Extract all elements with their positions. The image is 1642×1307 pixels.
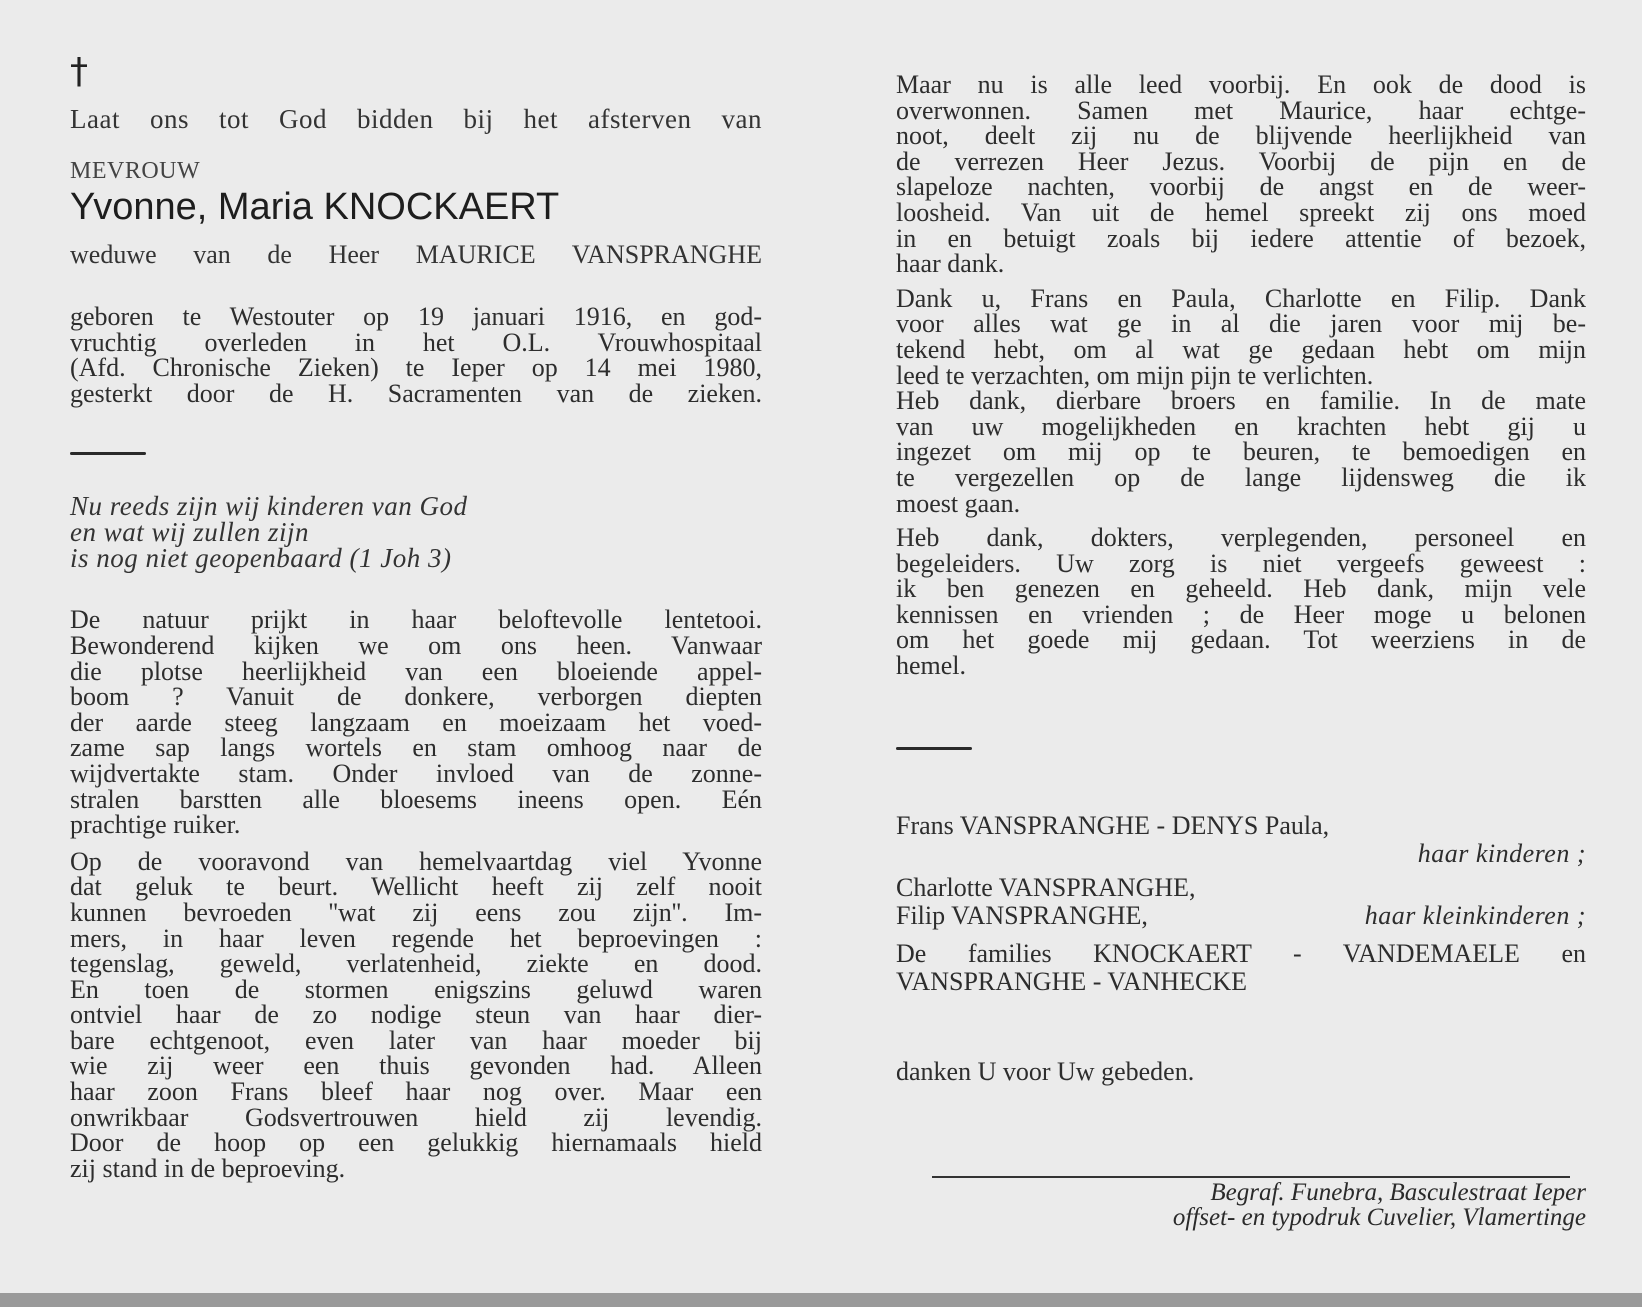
quote-line: en wat wij zullen zijn bbox=[70, 517, 310, 548]
right-paragraph-3 bbox=[896, 525, 1586, 679]
text-line: stralen barstten alle bloesems ineens open. Eén bbox=[70, 784, 762, 814]
grandchild-name: Charlotte VANSPRANGHE, bbox=[896, 872, 1196, 902]
text-line: leed te verzachten, om mijn pijn te verlichten. bbox=[896, 360, 1374, 390]
right-column bbox=[896, 72, 1586, 1086]
text-line: gesterkt door de H. Sacramenten van de zieken. bbox=[70, 378, 762, 408]
cross-icon: † bbox=[70, 51, 88, 92]
text-line: begeleiders. Uw zorg is niet vergeefs geweest : bbox=[896, 548, 1586, 578]
text-line: loosheid. Van uit de hemel spreekt zij ons moed bbox=[896, 197, 1586, 227]
text-line: in en betuigt zoals bij iedere attentie of bezoek, bbox=[896, 223, 1586, 253]
deceased-name: Yvonne, Maria KNOCKAERT bbox=[70, 186, 560, 228]
text-line: zame sap langs wortels en stam omhoog naar de bbox=[70, 733, 762, 763]
text-line: Heb dank, dokters, verplegenden, personeel en bbox=[896, 523, 1586, 553]
right-paragraph-1 bbox=[896, 72, 1586, 277]
divider-right bbox=[896, 747, 972, 750]
text-line: bare echtgenoot, even later van haar moeder bij bbox=[70, 1025, 762, 1055]
text-line: En toen de stormen enigszins geluwd waren bbox=[70, 974, 762, 1004]
printer-credit bbox=[932, 1180, 1586, 1230]
text-line: haar zoon Frans bleef haar nog over. Maar een bbox=[70, 1077, 762, 1107]
text-line: kennissen en vrienden ; de Heer moge u belonen bbox=[896, 599, 1586, 629]
text-line: prachtige ruiker. bbox=[70, 810, 241, 840]
thanks-line: danken U voor Uw gebeden. bbox=[896, 1056, 1195, 1086]
families-block bbox=[896, 940, 1586, 996]
text-line: der aarde steeg langzaam en moeizaam het voed- bbox=[70, 707, 762, 737]
grandchild-row bbox=[896, 902, 1586, 930]
text-line: Op de vooravond van hemelvaartdag viel Yvonne bbox=[70, 846, 762, 876]
quote-line: Nu reeds zijn wij kinderen van God bbox=[70, 491, 468, 522]
text-line: vruchtig overleden in het O.L. Vrouwhospitaal bbox=[70, 327, 762, 357]
text-line: tegenslag, geweld, verlatenheid, ziekte en dood. bbox=[70, 949, 762, 979]
text-line: Maar nu is alle leed voorbij. En ook de dood is bbox=[896, 70, 1586, 99]
text-line: voor alles wat ge in al die jaren voor mij be- bbox=[896, 309, 1586, 339]
text-line: wie zij weer een thuis gevonden had. Alleen bbox=[70, 1051, 762, 1081]
text-line: hemel. bbox=[896, 651, 967, 681]
printer-line: Begraf. Funebra, Basculestraat Ieper bbox=[1210, 1179, 1586, 1206]
right-paragraph-2 bbox=[896, 283, 1586, 518]
text-line: de verrezen Heer Jezus. Voorbij de pijn en de bbox=[896, 146, 1586, 176]
bible-quote bbox=[70, 491, 762, 574]
children-relation: haar kinderen ; bbox=[1417, 838, 1586, 868]
text-line: haar dank. bbox=[896, 249, 1005, 279]
families-line: VANSPRANGHE - VANHECKE bbox=[896, 966, 1248, 996]
text-line: slapeloze nachten, voorbij de angst en de weer- bbox=[896, 172, 1586, 202]
quote-line: is nog niet geopenbaard (1 Joh 3) bbox=[70, 543, 452, 574]
widow-of-line: weduwe van de Heer MAURICE VANSPRANGHE bbox=[70, 240, 762, 269]
printer-divider bbox=[932, 1176, 1570, 1178]
title-prefix: MEVROUW bbox=[70, 158, 201, 184]
scan-edge bbox=[0, 1293, 1642, 1307]
families-line: De families KNOCKAERT - VANDEMAELE en bbox=[896, 938, 1586, 968]
text-line: om het goede mij gedaan. Tot weerziens in de bbox=[896, 625, 1586, 655]
text-line: Heb dank, dierbare broers en familie. In de mate bbox=[896, 386, 1586, 416]
text-line: Dank u, Frans en Paula, Charlotte en Filip. Dank bbox=[896, 283, 1586, 313]
left-column bbox=[70, 52, 762, 1181]
text-line: boom ? Vanuit de donkere, verborgen diepten bbox=[70, 682, 762, 712]
text-line: moest gaan. bbox=[896, 488, 1021, 518]
text-line: die plotse heerlijkheid van een bloeiende appel- bbox=[70, 656, 762, 686]
text-line: geboren te Westouter op 19 januari 1916, en god- bbox=[70, 302, 762, 331]
text-line: tekend hebt, om al wat ge gedaan hebt om mijn bbox=[896, 334, 1586, 364]
grandchild-name: Filip VANSPRANGHE, bbox=[896, 900, 1148, 930]
text-line: wijdvertakte stam. Onder invloed van de zonne- bbox=[70, 758, 762, 788]
text-line: ontviel haar de zo nodige steun van haar dier- bbox=[70, 1000, 762, 1030]
grandchildren-relation: haar kleinkinderen ; bbox=[1364, 900, 1586, 930]
family-list bbox=[896, 812, 1586, 996]
text-line: Bewonderend kijken we om ons heen. Vanwaar bbox=[70, 630, 762, 660]
text-line: ingezet om mij op te beuren, te bemoedigen en bbox=[896, 437, 1586, 467]
children-names: Frans VANSPRANGHE - DENYS Paula, bbox=[896, 810, 1330, 840]
text-line: ik ben genezen en geheeld. Heb dank, mijn vele bbox=[896, 574, 1586, 604]
text-line: mers, in haar leven regende het beproevingen : bbox=[70, 923, 762, 953]
story-paragraph-1 bbox=[70, 605, 762, 840]
text-line: kunnen bevroeden ''wat zij eens zou zijn''. Im- bbox=[70, 897, 762, 927]
text-line: dat geluk te beurt. Wellicht heeft zij zelf nooit bbox=[70, 872, 762, 902]
birth-death-paragraph bbox=[70, 304, 762, 406]
text-line: zij stand in de beproeving. bbox=[70, 1153, 346, 1183]
text-line: van uw mogelijkheden en krachten hebt gij u bbox=[896, 411, 1586, 441]
divider-left bbox=[70, 452, 146, 455]
text-line: te vergezellen op de lange lijdensweg die ik bbox=[896, 462, 1586, 492]
text-line: onwrikbaar Godsvertrouwen hield zij levendig. bbox=[70, 1102, 762, 1132]
text-line: Door de hoop op een gelukkig hiernamaals hield bbox=[70, 1128, 762, 1158]
intro-line: Laat ons tot God bidden bij het afsterven van bbox=[70, 104, 762, 134]
text-line: (Afd. Chronische Zieken) te Ieper op 14 mei 1980, bbox=[70, 353, 762, 383]
text-line: De natuur prijkt in haar beloftevolle lentetooi. bbox=[70, 605, 762, 635]
printer-line: offset- en typodruk Cuvelier, Vlamertinge bbox=[1172, 1204, 1586, 1231]
text-line: noot, deelt zij nu de blijvende heerlijkheid van bbox=[896, 121, 1586, 151]
text-line: overwonnen. Samen met Maurice, haar echtge- bbox=[896, 95, 1586, 125]
story-paragraph-2 bbox=[70, 846, 762, 1183]
